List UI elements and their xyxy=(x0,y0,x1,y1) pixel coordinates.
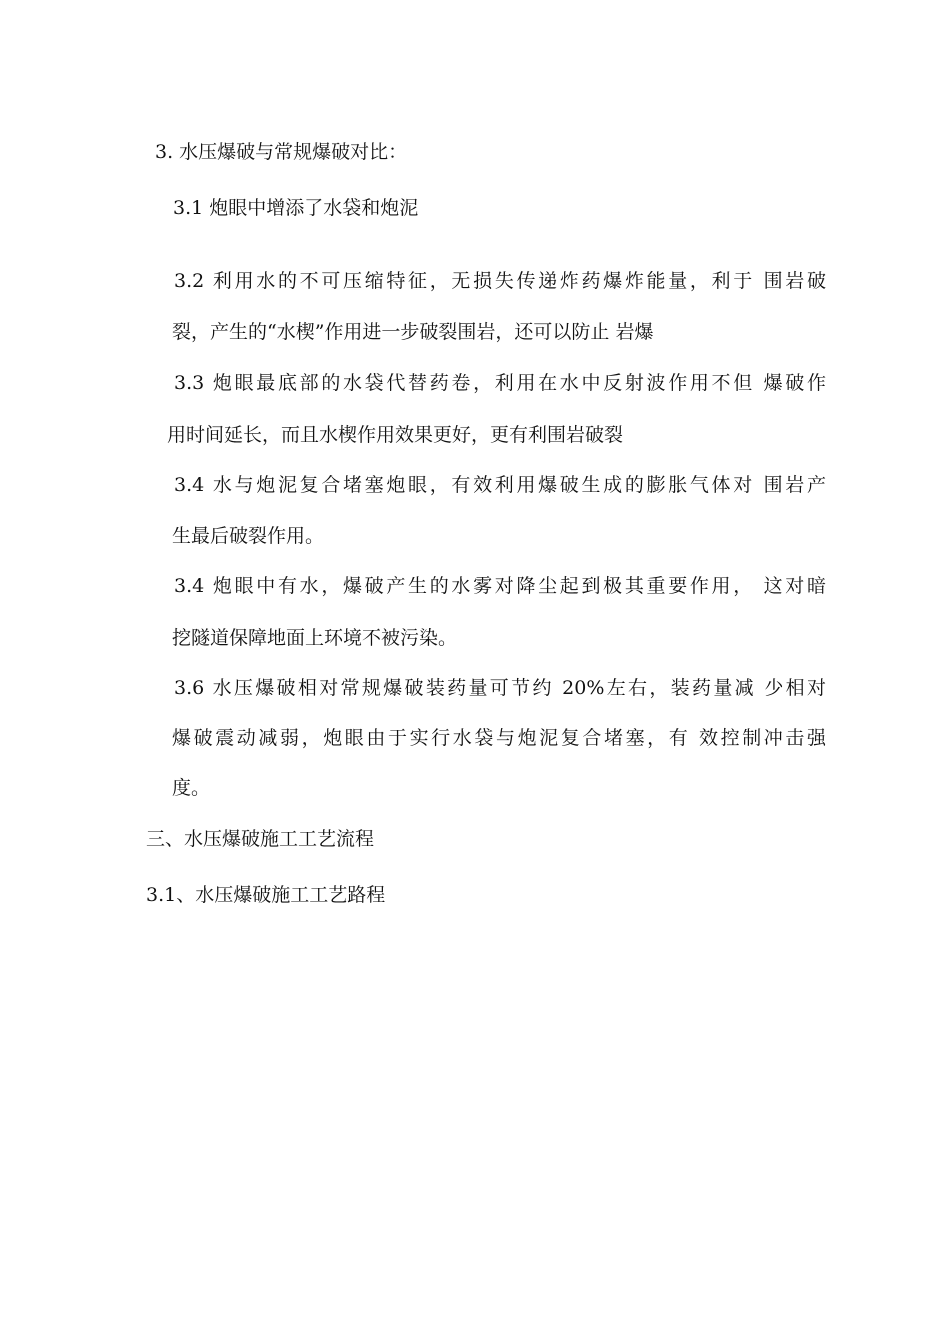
item-3-4b-line-1: 3.4 炮眼中有水，爆破产生的水雾对降尘起到极其重要作用， 这对暗 xyxy=(174,575,826,597)
item-3-2-line-1: 3.2 利用水的不可压缩特征，无损失传递炸药爆炸能量，利于 围岩破 xyxy=(174,270,826,292)
item-3-3-line-1: 3.3 炮眼最底部的水袋代替药卷，利用在水中反射波作用不但 爆破作 xyxy=(174,372,826,394)
item-3-4b-line-2: 挖隧道保障地面上环境不被污染。 xyxy=(172,627,458,649)
item-3-3-line-2: 用时间延长，而且水楔作用效果更好，更有利围岩破裂 xyxy=(167,424,624,446)
section-three-heading: 三、水压爆破施工工艺流程 xyxy=(146,828,375,850)
item-3-6-line-1: 3.6 水压爆破相对常规爆破装药量可节约 20%左右，装药量减 少相对 xyxy=(174,677,826,699)
item-3-2-line-2: 裂，产生的“水楔”作用进一步破裂围岩，还可以防止 岩爆 xyxy=(172,321,654,343)
item-3-4a-line-2: 生最后破裂作用。 xyxy=(172,525,325,547)
item-3-6-line-3: 度。 xyxy=(172,777,211,799)
item-3-4a-line-1: 3.4 水与炮泥复合堵塞炮眼，有效利用爆破生成的膨胀气体对 围岩产 xyxy=(174,474,826,496)
section-3-heading: 3. 水压爆破与常规爆破对比： xyxy=(155,141,408,163)
item-3-1: 3.1 炮眼中增添了水袋和炮泥 xyxy=(173,197,419,219)
subsection-3-1-heading: 3.1、水压爆破施工工艺路程 xyxy=(146,884,386,906)
item-3-6-line-2: 爆破震动减弱，炮眼由于实行水袋与炮泥复合堵塞，有 效控制冲击强 xyxy=(172,727,826,749)
